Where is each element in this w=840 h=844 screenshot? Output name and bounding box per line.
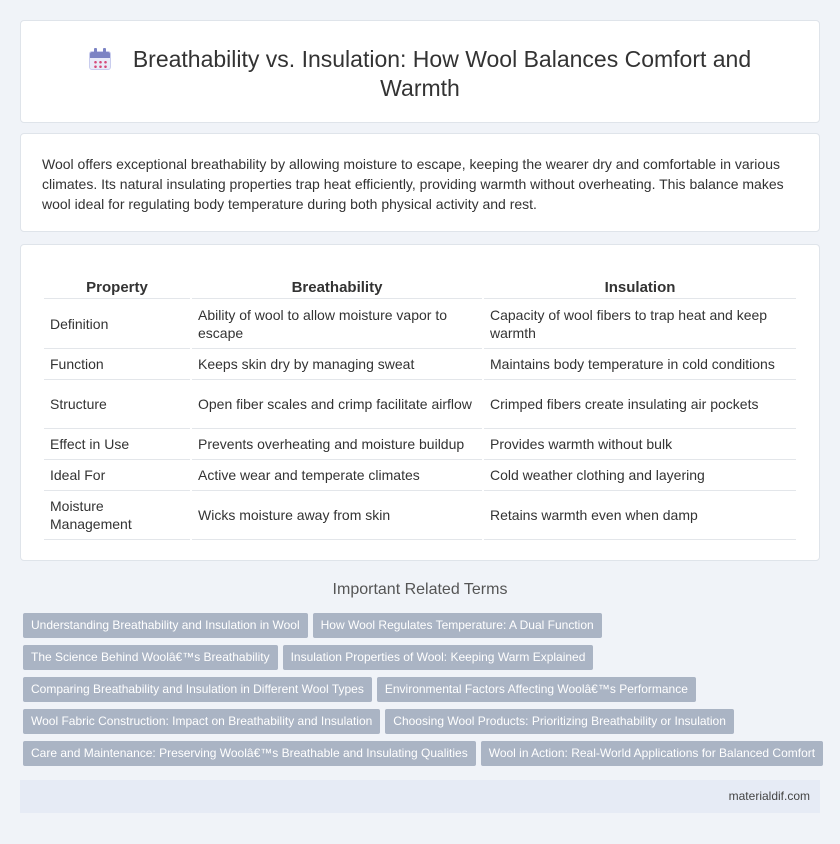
intro-paragraph: Wool offers exceptional breathability by allowing moisture to escape, keeping the wearer dry and comfortable in various climates. Its natural insulating properties trap heat efficiently, providing warmth without overheating. This balance makes wool ideal for regulating body temperature during both physical activity and rest. <box>42 156 784 212</box>
related-terms-title: Important Related Terms <box>332 581 508 598</box>
table-cell: Function <box>44 349 190 380</box>
related-term-tag[interactable]: Wool Fabric Construction: Impact on Breathability and Insulation <box>23 709 380 734</box>
related-term-tag[interactable]: Wool in Action: Real-World Applications for Balanced Comfort <box>481 741 823 766</box>
footer-bar <box>20 780 820 813</box>
table-cell: Active wear and temperate climates <box>192 460 482 491</box>
table-row <box>44 491 796 540</box>
table-header-row <box>44 274 796 299</box>
tag-row <box>23 709 823 741</box>
table-cell: Cold weather clothing and layering <box>484 460 796 491</box>
header-card <box>20 20 820 123</box>
page-title-wrap <box>21 45 819 103</box>
table-cell: Definition <box>44 299 190 349</box>
table-row <box>44 380 796 429</box>
table-cell: Ability of wool to allow moisture vapor to escape <box>192 299 482 349</box>
table-cell: Structure <box>44 380 190 429</box>
table-row <box>44 349 796 380</box>
intro-card <box>20 133 820 232</box>
related-term-tag[interactable]: Comparing Breathability and Insulation in Different Wool Types <box>23 677 372 702</box>
table-cell: Keeps skin dry by managing sweat <box>192 349 482 380</box>
comparison-table-card <box>20 244 820 561</box>
table-cell: Ideal For <box>44 460 190 491</box>
related-term-tag[interactable]: Insulation Properties of Wool: Keeping Warm Explained <box>283 645 594 670</box>
page-title: Breathability vs. Insulation: How Wool Balances Comfort and Warmth <box>132 46 752 101</box>
table-row <box>44 460 796 491</box>
tag-row <box>23 677 823 709</box>
header-property: Property <box>44 274 190 299</box>
tag-row <box>23 645 823 677</box>
related-term-tag[interactable]: Understanding Breathability and Insulation in Wool <box>23 613 308 638</box>
table-cell: Wicks moisture away from skin <box>192 491 482 540</box>
related-term-tag[interactable]: Choosing Wool Products: Prioritizing Breathability or Insulation <box>385 709 734 734</box>
related-terms-list <box>23 613 823 773</box>
table-cell: Moisture Management <box>44 491 190 540</box>
header-insulation: Insulation <box>484 274 796 299</box>
tag-row <box>23 613 823 645</box>
table-cell: Open fiber scales and crimp facilitate airflow <box>192 380 482 429</box>
comparison-table <box>42 274 798 540</box>
table-cell: Provides warmth without bulk <box>484 429 796 460</box>
related-term-tag[interactable]: How Wool Regulates Temperature: A Dual Function <box>313 613 602 638</box>
table-cell: Crimped fibers create insulating air pockets <box>484 380 796 429</box>
tag-row <box>23 741 823 773</box>
footer-site-name[interactable]: materialdif.com <box>728 789 810 803</box>
related-term-tag[interactable]: Care and Maintenance: Preserving Woolâ€™s Breathable and Insulating Qualities <box>23 741 476 766</box>
related-term-tag[interactable]: The Science Behind Woolâ€™s Breathability <box>23 645 278 670</box>
table-cell: Effect in Use <box>44 429 190 460</box>
table-cell: Maintains body temperature in cold conditions <box>484 349 796 380</box>
calendar-icon <box>89 48 111 70</box>
table-row <box>44 299 796 349</box>
table-row <box>44 429 796 460</box>
table-cell: Capacity of wool fibers to trap heat and keep warmth <box>484 299 796 349</box>
header-breathability: Breathability <box>192 274 482 299</box>
table-cell: Prevents overheating and moisture buildup <box>192 429 482 460</box>
table-cell: Retains warmth even when damp <box>484 491 796 540</box>
related-term-tag[interactable]: Environmental Factors Affecting Woolâ€™s Performance <box>377 677 696 702</box>
